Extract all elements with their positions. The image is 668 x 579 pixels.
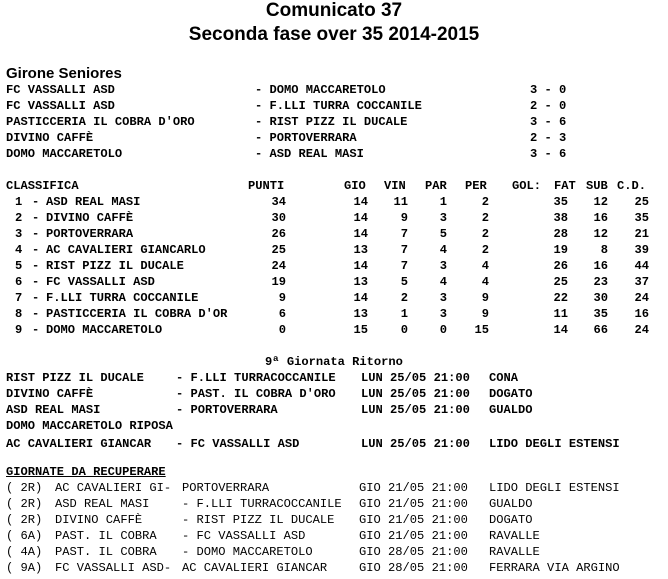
standings-par: 3 [439, 307, 447, 321]
standings-team: PASTICCERIA IL COBRA D'OR [46, 307, 228, 321]
standings-punti: 6 [278, 307, 286, 321]
header-sub: SUB [586, 179, 608, 193]
header-gio: GIO [344, 179, 366, 193]
recovery-away: AC CAVALIERI GIANCAR [182, 561, 328, 575]
recovery-place: RAVALLE [489, 545, 540, 559]
recovery-place: GUALDO [489, 497, 533, 511]
standings-gio: 13 [353, 275, 368, 289]
match-date: LUN 25/05 21:00 [361, 387, 470, 401]
standings-pos: 1 [15, 195, 23, 209]
recovery-home: AC CAVALIERI GI- [55, 481, 172, 495]
standings-separator: - [32, 275, 40, 289]
result-away: - PORTOVERRARA [255, 131, 357, 145]
standings-vin: 1 [400, 307, 408, 321]
standings-sub: 8 [600, 243, 608, 257]
result-home: PASTICCERIA IL COBRA D'ORO [6, 115, 195, 129]
standings-punti: 26 [271, 227, 286, 241]
standings-sub: 30 [593, 291, 608, 305]
standings-per: 2 [481, 195, 489, 209]
standings-vin: 7 [400, 259, 408, 273]
recovery-away: - F.LLI TURRACOCCANILE [182, 497, 342, 511]
standings-per: 9 [481, 307, 489, 321]
header-per: PER [465, 179, 487, 193]
result-home: FC VASSALLI ASD [6, 99, 115, 113]
standings-par: 3 [439, 259, 447, 273]
recovery-away: - DOMO MACCARETOLO [182, 545, 313, 559]
standings-per: 2 [481, 243, 489, 257]
recovery-place: FERRARA VIA ARGINO [489, 561, 620, 575]
standings-gio: 13 [353, 243, 368, 257]
standings-per: 9 [481, 291, 489, 305]
standings-vin: 7 [400, 227, 408, 241]
match-place: CONA [489, 371, 519, 385]
recovery-home: PAST. IL COBRA [55, 545, 157, 559]
standings-cd: 25 [634, 195, 649, 209]
standings-gio: 14 [353, 211, 368, 225]
standings-pos: 5 [15, 259, 23, 273]
standings-gio: 14 [353, 195, 368, 209]
recovery-away: PORTOVERRARA [182, 481, 270, 495]
result-away: - ASD REAL MASI [255, 147, 364, 161]
standings-cd: 44 [634, 259, 649, 273]
match-date: LUN 25/05 21:00 [361, 371, 470, 385]
standings-gio: 14 [353, 291, 368, 305]
standings-separator: - [32, 291, 40, 305]
recovery-round: ( 2R) [6, 497, 43, 511]
recovery-round: ( 2R) [6, 513, 43, 527]
match-place: DOGATO [489, 387, 533, 401]
standings-gio: 14 [353, 227, 368, 241]
standings-vin: 5 [400, 275, 408, 289]
standings-separator: - [32, 323, 40, 337]
header-fat: FAT [554, 179, 576, 193]
standings-pos: 6 [15, 275, 23, 289]
standings-fat: 14 [553, 323, 568, 337]
standings-fat: 35 [553, 195, 568, 209]
standings-cd: 21 [634, 227, 649, 241]
standings-punti: 19 [271, 275, 286, 289]
standings-par: 4 [439, 275, 447, 289]
page-title: Comunicato 37 [265, 0, 403, 21]
page-subtitle: Seconda fase over 35 2014-2015 [188, 24, 480, 45]
standings-punti: 9 [278, 291, 286, 305]
recovery-date: GIO 21/05 21:00 [359, 497, 468, 511]
match-away: - PAST. IL COBRA D'ORO [176, 387, 336, 401]
match-place: LIDO DEGLI ESTENSI [489, 437, 620, 451]
standings-team: DOMO MACCARETOLO [46, 323, 163, 337]
result-away: - RIST PIZZ IL DUCALE [255, 115, 408, 129]
recovery-place: DOGATO [489, 513, 533, 527]
result-home: FC VASSALLI ASD [6, 83, 115, 97]
girone-title: Girone Seniores [6, 65, 122, 82]
match-date: LUN 25/05 21:00 [361, 403, 470, 417]
standings-separator: - [32, 259, 40, 273]
result-score: 3 - 0 [530, 83, 567, 97]
standings-pos: 7 [15, 291, 23, 305]
standings-team: AC CAVALIERI GIANCARLO [46, 243, 206, 257]
standings-cd: 39 [634, 243, 649, 257]
standings-separator: - [32, 227, 40, 241]
standings-team: RIST PIZZ IL DUCALE [46, 259, 184, 273]
recovery-date: GIO 28/05 21:00 [359, 561, 468, 575]
header-classifica: CLASSIFICA [6, 179, 79, 193]
standings-per: 15 [474, 323, 489, 337]
standings-fat: 25 [553, 275, 568, 289]
standings-per: 4 [481, 275, 489, 289]
standings-fat: 28 [553, 227, 568, 241]
standings-separator: - [32, 243, 40, 257]
standings-separator: - [32, 211, 40, 225]
recovery-home: DIVINO CAFFÈ [55, 513, 143, 527]
header-gol: GOL: [512, 179, 542, 193]
standings-par: 4 [439, 243, 447, 257]
standings-cd: 24 [634, 323, 649, 337]
recovery-place: LIDO DEGLI ESTENSI [489, 481, 620, 495]
header-cd: C.D. [617, 179, 647, 193]
standings-per: 4 [481, 259, 489, 273]
recovery-date: GIO 21/05 21:00 [359, 481, 468, 495]
next-round-title: 9ª Giornata Ritorno [265, 355, 403, 369]
standings-cd: 16 [634, 307, 649, 321]
recovery-home: PAST. IL COBRA [55, 529, 157, 543]
standings-gio: 14 [353, 259, 368, 273]
standings-vin: 0 [400, 323, 408, 337]
standings-fat: 22 [553, 291, 568, 305]
standings-gio: 13 [353, 307, 368, 321]
standings-punti: 0 [278, 323, 286, 337]
result-score: 2 - 3 [530, 131, 567, 145]
standings-cd: 24 [634, 291, 649, 305]
match-date: LUN 25/05 21:00 [361, 437, 470, 451]
standings-par: 0 [439, 323, 447, 337]
standings-team: ASD REAL MASI [46, 195, 141, 209]
standings-pos: 4 [15, 243, 23, 257]
standings-par: 5 [439, 227, 447, 241]
recovery-round: ( 2R) [6, 481, 43, 495]
recovery-round: ( 9A) [6, 561, 43, 575]
header-punti: PUNTI [248, 179, 285, 193]
standings-pos: 8 [15, 307, 23, 321]
recovery-home: ASD REAL MASI [55, 497, 150, 511]
standings-punti: 30 [271, 211, 286, 225]
standings-sub: 23 [593, 275, 608, 289]
standings-team: PORTOVERRARA [46, 227, 134, 241]
match-home: AC CAVALIERI GIANCAR [6, 437, 152, 451]
recovery-round: ( 4A) [6, 545, 43, 559]
recovery-date: GIO 21/05 21:00 [359, 513, 468, 527]
standings-pos: 9 [15, 323, 23, 337]
standings-pos: 2 [15, 211, 23, 225]
match-away: - F.LLI TURRACOCCANILE [176, 371, 336, 385]
standings-par: 3 [439, 211, 447, 225]
header-par: PAR [425, 179, 447, 193]
header-vin: VIN [384, 179, 406, 193]
recovery-place: RAVALLE [489, 529, 540, 543]
standings-vin: 11 [393, 195, 408, 209]
standings-pos: 3 [15, 227, 23, 241]
match-place: GUALDO [489, 403, 533, 417]
standings-cd: 35 [634, 211, 649, 225]
standings-punti: 25 [271, 243, 286, 257]
standings-sub: 66 [593, 323, 608, 337]
standings-fat: 19 [553, 243, 568, 257]
recovery-date: GIO 21/05 21:00 [359, 529, 468, 543]
recovery-away: - FC VASSALLI ASD [182, 529, 306, 543]
standings-per: 2 [481, 227, 489, 241]
recovery-away: - RIST PIZZ IL DUCALE [182, 513, 335, 527]
standings-separator: - [32, 195, 40, 209]
result-away: - DOMO MACCARETOLO [255, 83, 386, 97]
standings-cd: 37 [634, 275, 649, 289]
recovery-home: FC VASSALLI ASD- [55, 561, 172, 575]
standings-vin: 2 [400, 291, 408, 305]
standings-par: 1 [439, 195, 447, 209]
standings-gio: 15 [353, 323, 368, 337]
standings-fat: 26 [553, 259, 568, 273]
recovery-date: GIO 28/05 21:00 [359, 545, 468, 559]
result-home: DOMO MACCARETOLO [6, 147, 123, 161]
match-home: ASD REAL MASI [6, 403, 101, 417]
match-home: DIVINO CAFFÈ [6, 387, 94, 401]
match-away: - PORTOVERRARA [176, 403, 278, 417]
standings-vin: 7 [400, 243, 408, 257]
match-home: DOMO MACCARETOLO RIPOSA [6, 419, 173, 433]
standings-sub: 12 [593, 195, 608, 209]
result-away: - F.LLI TURRA COCCANILE [255, 99, 422, 113]
standings-punti: 34 [271, 195, 286, 209]
standings-sub: 16 [593, 211, 608, 225]
standings-sub: 12 [593, 227, 608, 241]
result-score: 3 - 6 [530, 147, 567, 161]
match-home: RIST PIZZ IL DUCALE [6, 371, 144, 385]
result-home: DIVINO CAFFÈ [6, 131, 94, 145]
standings-sub: 35 [593, 307, 608, 321]
standings-fat: 38 [553, 211, 568, 225]
standings-separator: - [32, 307, 40, 321]
result-score: 2 - 0 [530, 99, 567, 113]
recoveries-title: GIORNATE DA RECUPERARE [6, 465, 166, 479]
standings-team: F.LLI TURRA COCCANILE [46, 291, 199, 305]
standings-per: 2 [481, 211, 489, 225]
standings-punti: 24 [271, 259, 286, 273]
standings-team: DIVINO CAFFÈ [46, 211, 134, 225]
standings-par: 3 [439, 291, 447, 305]
recovery-round: ( 6A) [6, 529, 43, 543]
match-away: - FC VASSALLI ASD [176, 437, 300, 451]
result-score: 3 - 6 [530, 115, 567, 129]
standings-team: FC VASSALLI ASD [46, 275, 155, 289]
standings-sub: 16 [593, 259, 608, 273]
standings-vin: 9 [400, 211, 408, 225]
standings-fat: 11 [553, 307, 568, 321]
